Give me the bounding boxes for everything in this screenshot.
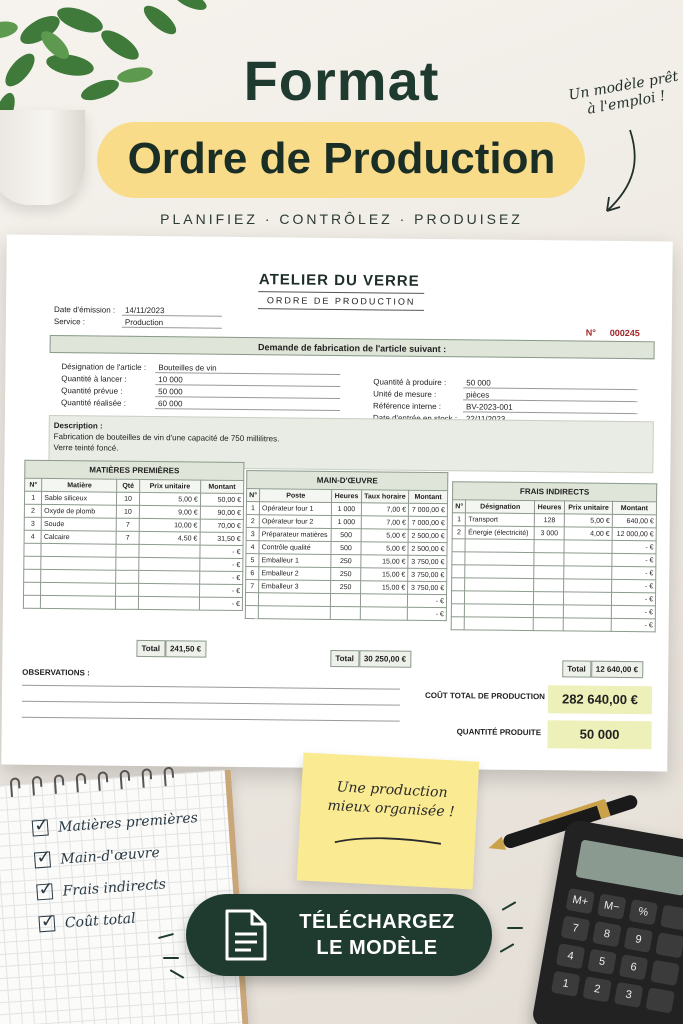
column-header: Montant	[200, 480, 243, 493]
table-cell: 7 000,00 €	[408, 503, 447, 516]
column-header: Heures	[534, 501, 564, 514]
table-cell: 5,00 €	[361, 542, 409, 555]
sparkle-line	[507, 927, 523, 929]
table-cell: Soude	[41, 517, 116, 531]
order-number: 000245	[609, 327, 640, 339]
column-header: Qté	[117, 479, 139, 492]
table-cell: 10	[117, 492, 139, 505]
table-cell: 2	[452, 526, 466, 539]
table-cell	[245, 606, 258, 619]
calculator-key: 6	[619, 954, 648, 980]
table-cell: Opérateur four 1	[259, 502, 331, 516]
table-cell: 3 750,00 €	[408, 568, 447, 581]
field-value: 50 000	[463, 378, 638, 390]
table-cell: 90,00 €	[200, 506, 243, 519]
table-cell: Emballeur 1	[259, 554, 331, 568]
tagline: PLANIFIEZ · CONTRÔLEZ · PRODUISEZ	[160, 211, 523, 227]
table-cell	[564, 592, 612, 605]
table-cell: 5,00 €	[564, 514, 612, 527]
production-order-sheet	[1, 235, 673, 772]
table-cell: 50,00 €	[200, 493, 243, 506]
table-cell: 9,00 €	[139, 505, 200, 519]
sticky-note	[297, 752, 479, 889]
table-cell	[360, 607, 408, 620]
calculator-key: M+	[566, 888, 595, 914]
table-cell: - €	[612, 540, 656, 553]
table-cell	[23, 595, 40, 608]
table-cell: - €	[199, 584, 242, 597]
materials-total	[136, 640, 206, 658]
table-cell	[451, 591, 465, 604]
table-cell: 5,00 €	[139, 492, 200, 506]
checkbox-checked-icon	[32, 819, 49, 836]
notepad: ✓ Matières premières ✓ Main-d'œuvre ✓ Frais indirects ✓ Coût total	[0, 770, 249, 1024]
table-cell: 1	[452, 513, 466, 526]
table-cell	[533, 618, 563, 631]
table-cell: - €	[200, 545, 243, 558]
table-cell	[534, 566, 564, 579]
table-cell	[41, 569, 116, 583]
field-value: BV-2023-001	[463, 402, 638, 414]
field-value: pièces	[463, 390, 638, 402]
table-cell: 12 000,00 €	[612, 527, 656, 540]
table-cell	[360, 594, 408, 607]
table-cell: 250	[331, 554, 360, 567]
table-cell	[465, 552, 534, 566]
materials-title: MATIÈRES PREMIÈRES	[24, 460, 244, 480]
table-cell: Préparateur matières	[259, 528, 331, 542]
overhead-title: FRAIS INDIRECTS	[452, 481, 657, 501]
table-row	[245, 606, 446, 621]
title-ordre-de-production: Ordre de Production	[127, 134, 556, 183]
table-cell	[563, 605, 611, 618]
table-cell: - €	[408, 594, 447, 607]
total-cost-value: 282 640,00 €	[548, 685, 652, 714]
table-cell: 7	[246, 580, 259, 593]
issue-date-value: 14/11/2023	[122, 306, 222, 317]
table-cell	[564, 553, 612, 566]
table-cell	[116, 583, 138, 596]
overhead-total	[562, 660, 643, 678]
table-cell	[138, 596, 199, 610]
table-cell	[533, 605, 563, 618]
table-cell: 4	[246, 541, 259, 554]
field-label: Quantité à lancer :	[61, 374, 127, 384]
table-cell: 7	[116, 531, 138, 544]
field-label: Désignation de l'article :	[61, 362, 147, 372]
sparkle-line	[163, 957, 179, 959]
table-cell	[465, 617, 534, 631]
download-template-button[interactable]	[186, 894, 492, 976]
table-cell	[563, 618, 611, 631]
column-header: N°	[452, 500, 466, 513]
labor-total	[330, 650, 411, 668]
table-row	[23, 595, 242, 610]
table-cell: 5,00 €	[361, 529, 409, 542]
labor-title: MAIN-D'ŒUVRE	[246, 470, 448, 490]
table-cell	[465, 578, 534, 592]
table-cell: Emballeur 3	[259, 580, 331, 594]
table-cell: 10,00 €	[139, 518, 200, 532]
table-cell: 2 500,00 €	[408, 529, 447, 542]
qty-produced-value: 50 000	[547, 720, 651, 749]
table-cell: - €	[611, 618, 655, 631]
sparkle-line	[500, 943, 515, 953]
column-header: N°	[25, 478, 42, 491]
table-cell: 1	[24, 491, 41, 504]
table-cell: 7	[117, 518, 139, 531]
table-cell: 4,50 €	[139, 531, 200, 545]
calculator-key: M−	[597, 894, 626, 920]
table-cell: Opérateur four 2	[259, 515, 331, 529]
calculator-key: 7	[561, 916, 590, 942]
description-line: Fabrication de bouteilles de vin d'une capacité de 750 millilitres.	[53, 432, 280, 444]
table-cell: 1	[246, 502, 259, 515]
field-label: Quantité réalisée :	[60, 398, 127, 408]
calculator-key: 1	[551, 971, 580, 997]
checkbox-checked-icon	[38, 915, 55, 932]
table-cell	[259, 593, 331, 607]
field-value: 60 000	[155, 399, 340, 411]
table-row	[451, 617, 655, 632]
column-header: Désignation	[466, 500, 535, 514]
checkbox-checked-icon	[34, 851, 51, 868]
table-cell: 7,00 €	[361, 503, 409, 516]
table-cell	[41, 582, 116, 596]
document-subtitle: ORDRE DE PRODUCTION	[258, 291, 424, 311]
document-icon	[224, 908, 268, 962]
sparkle-line	[502, 901, 517, 911]
ready-to-use-note: Un modèle prêt à l'emploi !	[567, 68, 680, 118]
service-label: Service :	[53, 317, 86, 327]
calculator-key: 2	[582, 976, 611, 1002]
table-cell: 3	[246, 528, 259, 541]
field-label: Référence interne :	[372, 401, 442, 412]
table-cell	[331, 593, 360, 606]
observation-line	[22, 685, 400, 690]
table-cell: Transport	[466, 513, 535, 527]
issue-date-label: Date d'émission :	[53, 305, 116, 315]
table-cell	[564, 579, 612, 592]
table-cell: - €	[407, 607, 446, 620]
table-cell	[41, 595, 116, 609]
description-label: Description :	[53, 421, 103, 431]
table-cell	[534, 579, 564, 592]
table-cell: 500	[331, 541, 360, 554]
materials-table	[23, 460, 245, 611]
field-value: 10 000	[155, 375, 340, 387]
table-cell: 2	[24, 504, 41, 517]
table-cell: 128	[534, 514, 564, 527]
calculator-key	[645, 987, 674, 1013]
table-cell	[564, 566, 612, 579]
table-cell	[245, 593, 258, 606]
table-cell	[24, 569, 41, 582]
table-cell: Contrôle qualité	[259, 541, 331, 555]
table-cell	[465, 591, 534, 605]
table-cell	[116, 544, 138, 557]
underline-scribble-icon	[333, 832, 444, 852]
table-cell	[534, 540, 564, 553]
table-cell	[116, 596, 138, 609]
table-cell	[24, 556, 41, 569]
table-cell	[465, 565, 534, 579]
column-header: Poste	[260, 489, 332, 503]
table-cell	[564, 540, 612, 553]
total-label: Total	[562, 660, 591, 677]
table-cell: - €	[611, 605, 655, 618]
field-value: 50 000	[155, 387, 340, 399]
qty-produced-label: QUANTITÉ PRODUITE	[456, 727, 542, 738]
calculator-keypad	[551, 888, 683, 1014]
table-cell: - €	[611, 579, 655, 592]
table-cell: Oxyde de plomb	[42, 504, 117, 518]
table-cell: 3 750,00 €	[408, 555, 447, 568]
table-cell: 4,00 €	[564, 527, 612, 540]
table-cell: 7,00 €	[361, 516, 409, 529]
table-cell: - €	[199, 571, 242, 584]
table-cell: 15,00 €	[360, 555, 408, 568]
request-band: Demande de fabrication de l'article suivant :	[50, 335, 655, 359]
table-cell: - €	[612, 566, 656, 579]
column-header: Matière	[42, 478, 117, 492]
column-header: N°	[247, 489, 260, 502]
table-cell	[41, 556, 116, 570]
table-cell: 3	[24, 517, 41, 530]
column-header: Prix unitaire	[139, 479, 200, 493]
calculator-key: 8	[592, 921, 621, 947]
total-value: 12 640,00 €	[591, 661, 643, 679]
title-format: Format	[243, 49, 440, 112]
table-cell: 4	[24, 530, 41, 543]
table-cell	[139, 557, 200, 571]
labor-table	[245, 470, 449, 621]
table-cell: 250	[331, 580, 360, 593]
table-cell: - €	[612, 553, 656, 566]
calculator-screen	[575, 839, 683, 896]
table-cell	[452, 552, 466, 565]
order-number-label: N°	[585, 327, 596, 338]
total-value: 241,50 €	[165, 640, 206, 657]
table-cell	[533, 592, 563, 605]
total-value: 30 250,00 €	[359, 650, 411, 668]
table-cell	[24, 543, 41, 556]
table-cell	[452, 578, 466, 591]
sticky-note-text: Une production mieux organisée !	[327, 779, 456, 821]
observation-line	[22, 701, 400, 706]
table-cell: 3 750,00 €	[408, 581, 447, 594]
total-label: Total	[330, 650, 359, 667]
table-cell: 500	[331, 528, 360, 541]
table-cell	[258, 606, 330, 620]
table-cell	[451, 604, 465, 617]
table-cell: 2 500,00 €	[408, 542, 447, 555]
table-cell: Emballeur 2	[259, 567, 331, 581]
column-header: Prix unitaire	[565, 501, 613, 514]
total-cost-label: COÛT TOTAL DE PRODUCTION	[424, 690, 546, 702]
table-cell	[24, 582, 41, 595]
service-value: Production	[122, 318, 222, 329]
table-cell: 7 000,00 €	[408, 516, 447, 529]
table-cell	[138, 583, 199, 597]
table-cell	[138, 570, 199, 584]
table-cell	[452, 565, 466, 578]
observations-label: OBSERVATIONS :	[22, 667, 90, 678]
table-cell	[534, 553, 564, 566]
table-cell: 640,00 €	[612, 514, 656, 527]
table-cell: - €	[199, 558, 242, 571]
table-cell: 2	[246, 515, 259, 528]
table-cell	[116, 570, 138, 583]
table-cell: 70,00 €	[200, 519, 243, 532]
table-cell: 5	[246, 554, 259, 567]
field-value: Bouteilles de vin	[155, 363, 340, 375]
calculator-key	[660, 905, 683, 931]
column-header: Montant	[612, 501, 656, 514]
table-cell	[451, 617, 465, 630]
calculator-key: 9	[624, 927, 653, 953]
table-cell	[465, 604, 534, 618]
table-cell: 6	[246, 567, 259, 580]
table-cell	[116, 557, 138, 570]
spiral-rings-icon	[0, 762, 222, 802]
field-label: Unité de mesure :	[373, 389, 437, 400]
table-cell: 15,00 €	[360, 581, 408, 594]
table-cell: 1 000	[332, 515, 361, 528]
table-cell: - €	[199, 597, 242, 610]
table-cell	[41, 543, 116, 557]
calculator-key: %	[629, 899, 658, 925]
calculator-key	[655, 932, 683, 958]
checkbox-checked-icon	[36, 883, 53, 900]
description-line: Verre teinté foncé.	[53, 443, 119, 453]
table-cell: 31,50 €	[200, 532, 243, 545]
company-name: ATELIER DU VERRE	[258, 271, 420, 290]
table-cell	[139, 544, 200, 558]
table-cell: 3 000	[534, 527, 564, 540]
table-cell: - €	[611, 592, 655, 605]
table-cell	[452, 539, 466, 552]
column-header: Taux horaire	[361, 490, 409, 503]
calculator-key: 3	[614, 982, 643, 1008]
column-header: Montant	[409, 490, 448, 503]
download-button-label: TÉLÉCHARGEZ LE MODÈLE	[299, 911, 455, 959]
column-header: Heures	[332, 489, 361, 502]
field-label: Quantité à produire :	[373, 377, 447, 388]
calculator-key	[650, 960, 679, 986]
total-label: Total	[136, 640, 165, 657]
table-cell: Énergie (électricité)	[466, 526, 535, 540]
table-cell: 1 000	[332, 502, 361, 515]
table-cell	[465, 539, 534, 553]
table-cell: 250	[331, 567, 360, 580]
table-cell: 15,00 €	[360, 568, 408, 581]
table-cell: Sable siliceux	[42, 491, 117, 505]
table-cell	[331, 606, 360, 619]
curved-arrow-icon	[595, 125, 645, 220]
overhead-table	[451, 481, 658, 632]
observation-line	[22, 717, 400, 722]
calculator-key: 4	[556, 943, 585, 969]
table-cell: 10	[117, 505, 139, 518]
table-cell: Calcaire	[41, 530, 116, 544]
calculator-key: 5	[587, 949, 616, 975]
field-label: Quantité prévue :	[61, 386, 123, 396]
